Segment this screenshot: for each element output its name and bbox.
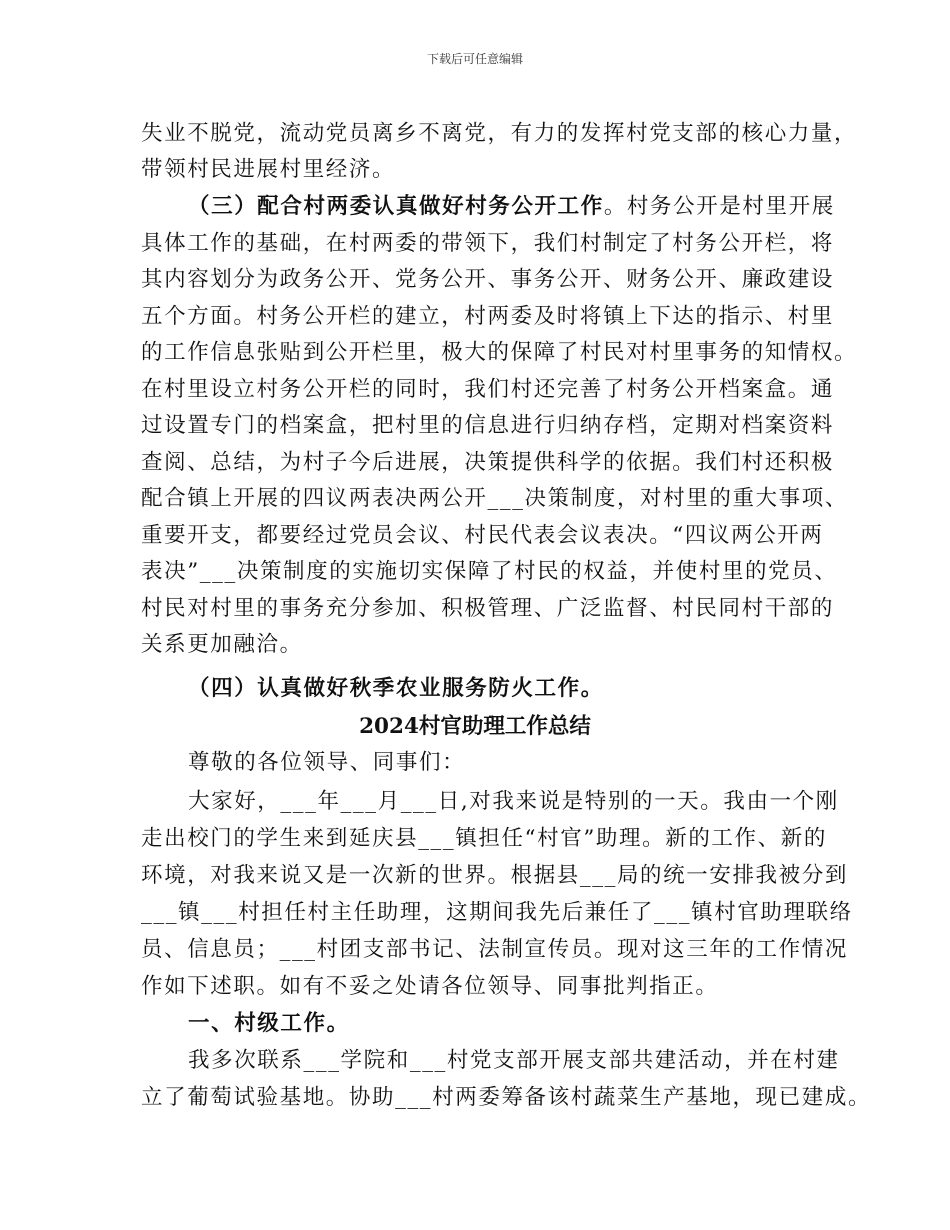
text-line: 大家好，___年___月___日,对我来说是特别的一天。我由一个刚 <box>188 789 839 814</box>
section-heading-paragraph <box>188 189 835 220</box>
text-line: 作如下述职。如有不妥之处请各位领导、同事批判指正。 <box>141 974 719 999</box>
text-line: 。村务公开是村里开展 <box>603 194 835 219</box>
text-line: 关系更加融洽。 <box>141 632 303 657</box>
text-line: 具体工作的基础，在村两委的带领下，我们村制定了村务公开栏，将 <box>141 231 835 256</box>
section-heading: 一、村级工作。 <box>188 1011 350 1036</box>
text-line: 的工作信息张贴到公开栏里，极大的保障了村民对村里事务的知情权。 <box>141 340 858 365</box>
text-line: 失业不脱党，流动党员离乡不离党，有力的发挥村党支部的核心力量， <box>141 121 858 146</box>
text-line: 查阅、总结，为村子今后进展，决策提供科学的依据。我们村还积极 <box>141 450 835 475</box>
greeting: 尊敬的各位领导、同事们： <box>188 750 466 775</box>
text-line: 其内容划分为政务公开、党务公开、事务公开、财务公开、廉政建设 <box>141 267 835 292</box>
text-line: ___镇___村担任村主任助理，这期间我先后兼任了___镇村官助理联络 <box>141 900 853 925</box>
text-line: 在村里设立村务公开栏的同时，我们村还完善了村务公开档案盒。通 <box>141 377 835 402</box>
section-heading: （三）配合村两委认真做好村务公开工作 <box>188 194 604 219</box>
text-line: 带领村民进展村里经济。 <box>141 157 396 182</box>
page-header: 下载后可任意编辑 <box>426 52 523 66</box>
text-line: 员、信息员；___村团支部书记、法制宣传员。现对这三年的工作情况 <box>141 937 848 962</box>
text-line: 过设置专门的档案盒，把村里的信息进行归纳存档，定期对档案资料 <box>141 413 835 438</box>
document-title: 2024村官助理工作总结 <box>359 714 591 739</box>
text-line: 走出校门的学生来到延庆县___镇担任“村官”助理。新的工作、新的 <box>141 826 827 851</box>
text-line: 配合镇上开展的四议两表决两公开___决策制度，对村里的重大事项、 <box>141 486 848 511</box>
text-line: 环境，对我来说又是一次新的世界。根据县___局的统一安排我被分到 <box>141 863 848 888</box>
text-line: 五个方面。村务公开栏的建立，村两委及时将镇上下达的指示、村里 <box>141 304 835 329</box>
section-heading: （四）认真做好秋季农业服务防火工作。 <box>188 676 604 701</box>
text-line: 村民对村里的事务充分参加、积极管理、广泛监督、村民同村干部的 <box>141 596 835 621</box>
text-line: 重要开支，都要经过党员会议、村民代表会议表决。“四议两公开两 <box>141 523 824 548</box>
text-line: 我多次联系___学院和___村党支部开展支部共建活动，并在村建 <box>188 1048 840 1073</box>
text-line: 立了葡萄试验基地。协助___村两委筹备该村蔬菜生产基地，现已建成。 <box>141 1085 872 1110</box>
text-line: 表决”___决策制度的实施切实保障了村民的权益，并使村里的党员、 <box>141 559 838 584</box>
